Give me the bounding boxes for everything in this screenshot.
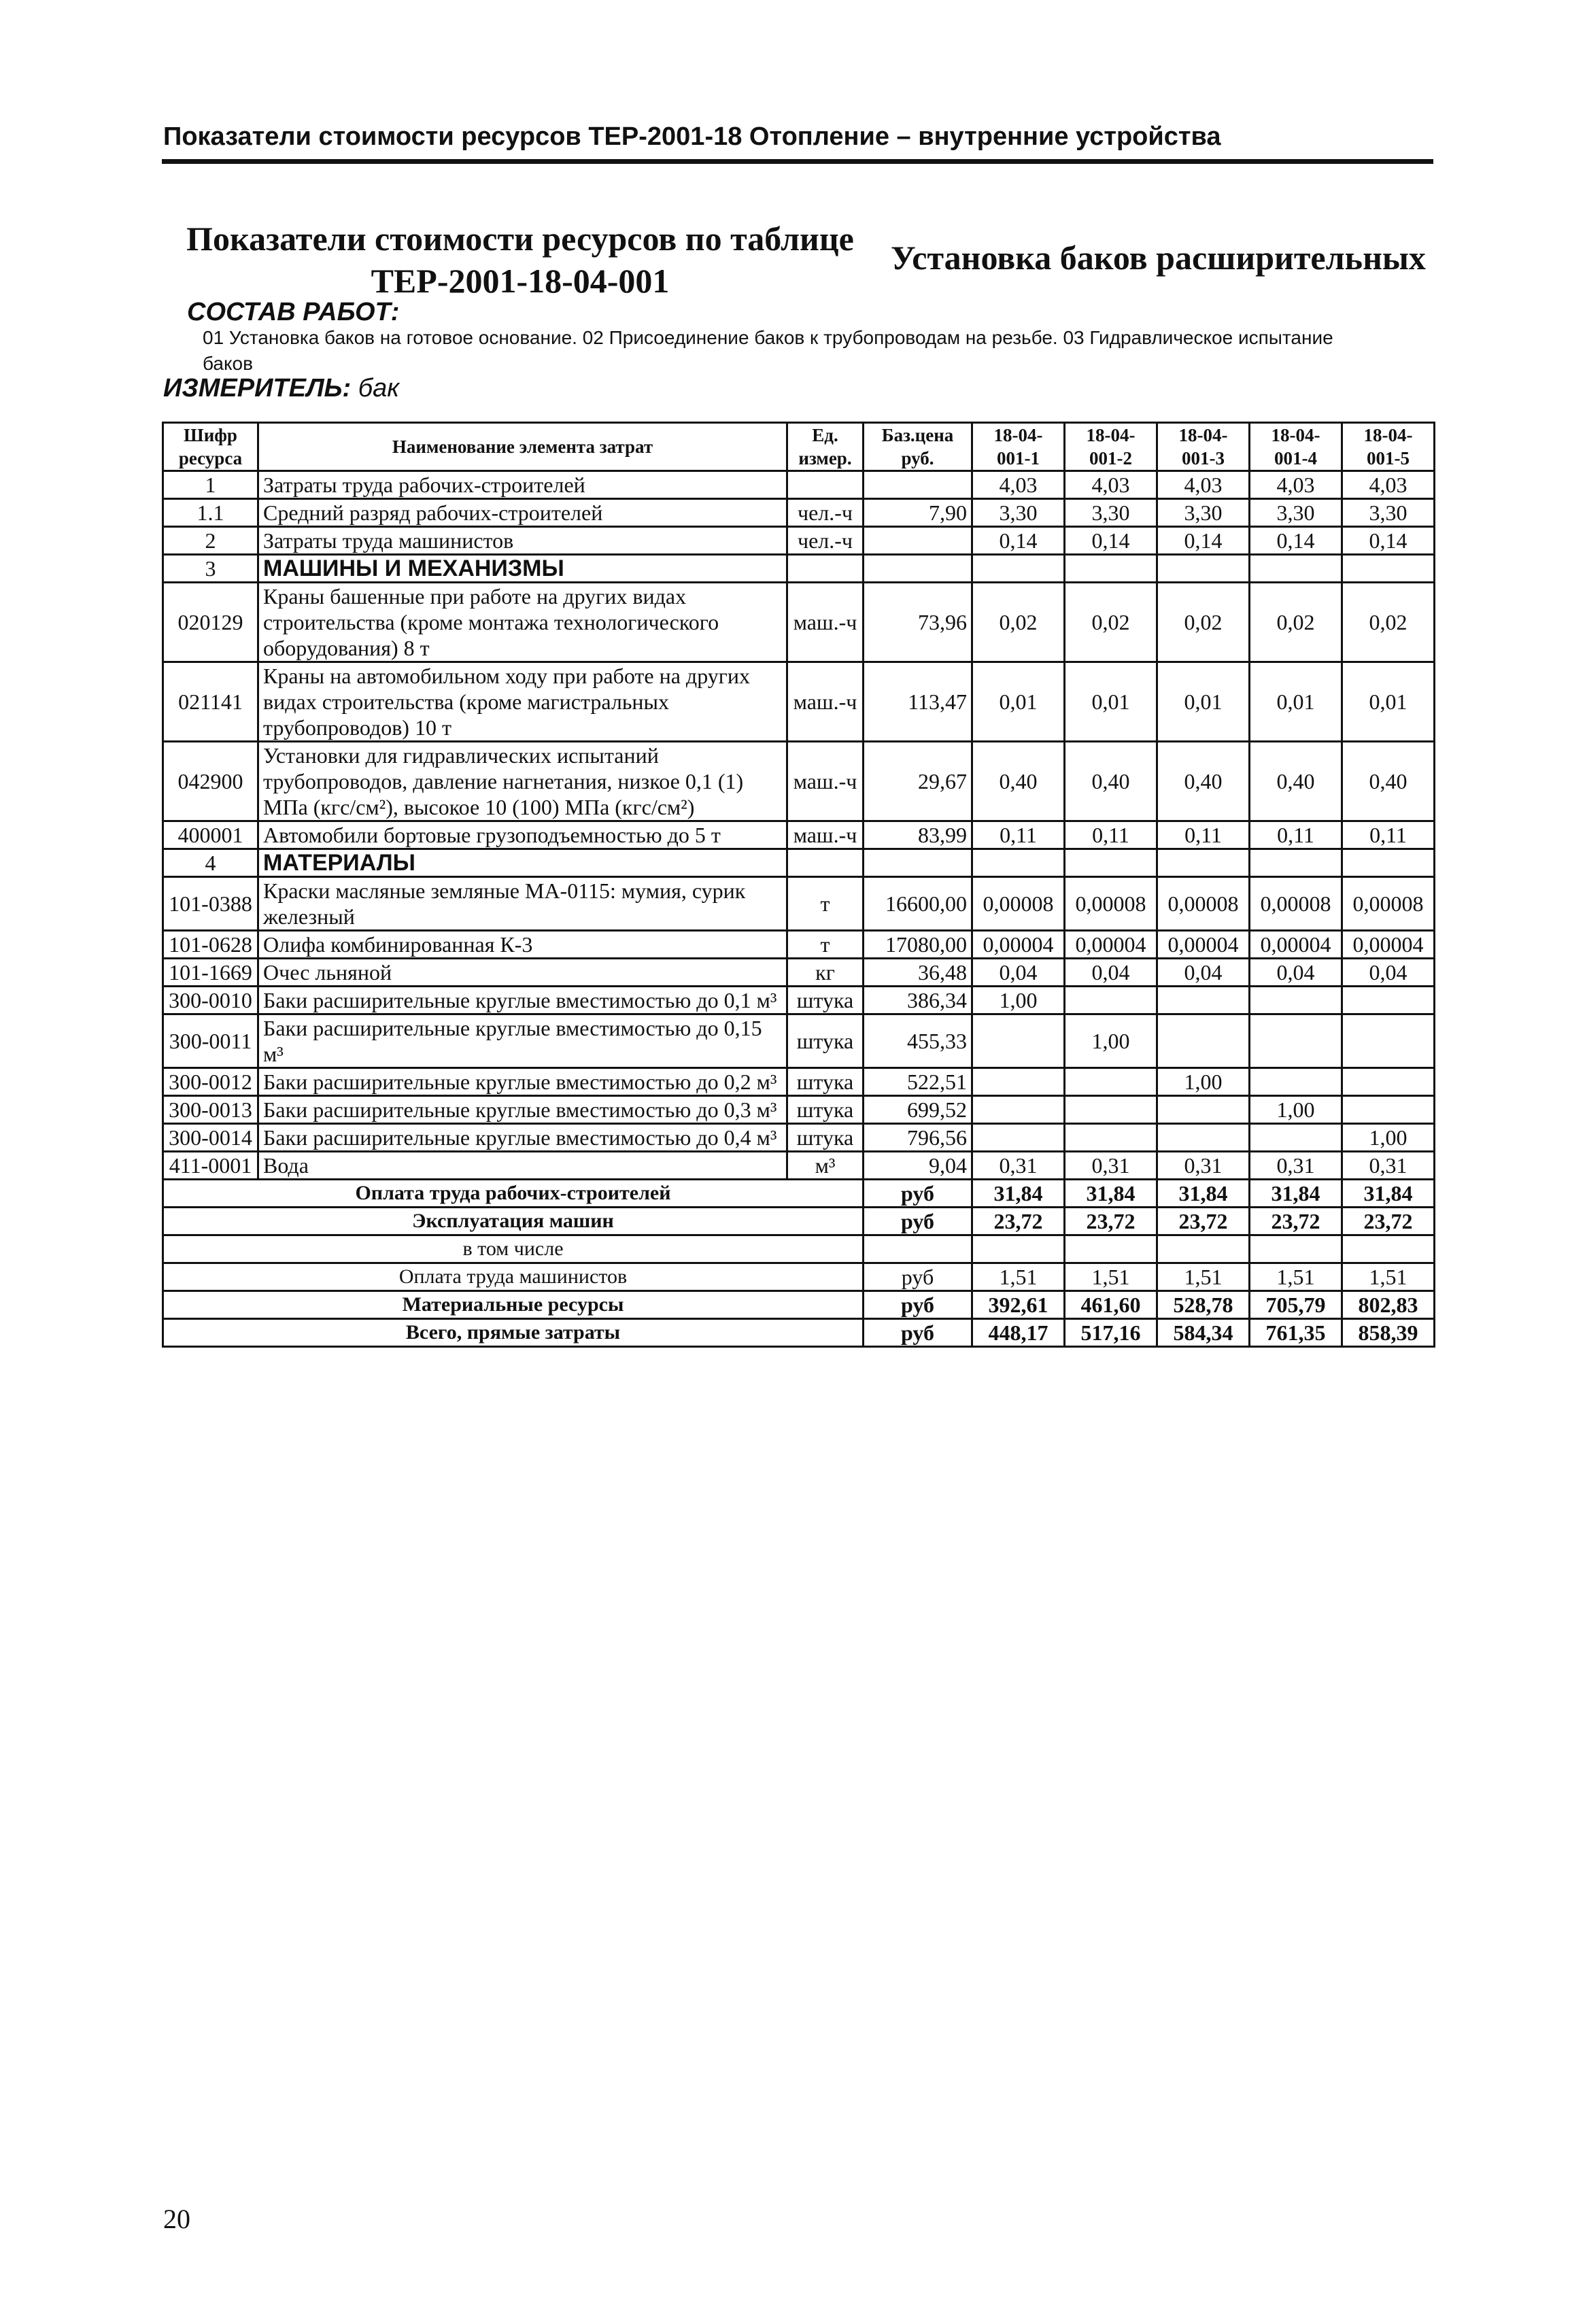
table-row	[163, 1014, 1435, 1068]
resource-code: 3	[163, 555, 258, 583]
value-col-4: 0,02	[1250, 583, 1342, 662]
element-name: Баки расширительные круглые вместимостью до 0,4 м³	[258, 1124, 787, 1152]
header-name: Наименование элемента затрат	[258, 423, 787, 471]
unit-cell: штука	[787, 1014, 864, 1068]
element-name: МАТЕРИАЛЫ	[258, 849, 787, 877]
value-col-5: 0,31	[1342, 1152, 1435, 1180]
value-col-3	[1157, 1096, 1250, 1124]
summary-unit: руб	[864, 1319, 972, 1347]
value-col-3	[1157, 555, 1250, 583]
value-col-5: 1,00	[1342, 1124, 1435, 1152]
summary-value-col-5: 31,84	[1342, 1180, 1435, 1208]
base-price: 17080,00	[864, 931, 972, 959]
element-name: Краски масляные земляные МА-0115: мумия, сурик железный	[258, 877, 787, 931]
value-col-1: 0,00008	[972, 877, 1065, 931]
summary-row	[163, 1291, 1435, 1319]
value-col-4: 0,04	[1250, 959, 1342, 987]
summary-unit: руб	[864, 1291, 972, 1319]
value-col-1	[972, 1014, 1065, 1068]
summary-value-col-5: 802,83	[1342, 1291, 1435, 1319]
value-col-1: 1,00	[972, 987, 1065, 1014]
base-price: 7,90	[864, 499, 972, 527]
element-name: Автомобили бортовые грузоподъемностью до 5 т	[258, 821, 787, 849]
value-col-5: 0,01	[1342, 662, 1435, 742]
value-col-2: 0,00004	[1065, 931, 1157, 959]
table-row	[163, 1096, 1435, 1124]
value-col-3	[1157, 849, 1250, 877]
value-col-2: 0,40	[1065, 742, 1157, 821]
value-col-2: 0,04	[1065, 959, 1157, 987]
value-col-1: 0,14	[972, 527, 1065, 555]
unit-cell: кг	[787, 959, 864, 987]
unit-cell	[787, 471, 864, 499]
summary-unit	[864, 1235, 972, 1263]
value-col-5	[1342, 555, 1435, 583]
value-col-5	[1342, 849, 1435, 877]
header-col-3: 18-04-001-3	[1157, 423, 1250, 471]
value-col-3	[1157, 987, 1250, 1014]
table-row	[163, 527, 1435, 555]
value-col-1	[972, 1068, 1065, 1096]
value-col-1: 0,01	[972, 662, 1065, 742]
table-row	[163, 471, 1435, 499]
value-col-5	[1342, 987, 1435, 1014]
value-col-4: 0,00004	[1250, 931, 1342, 959]
value-col-1: 0,00004	[972, 931, 1065, 959]
value-col-3: 3,30	[1157, 499, 1250, 527]
base-price: 29,67	[864, 742, 972, 821]
unit-cell: штука	[787, 1068, 864, 1096]
summary-value-col-4: 761,35	[1250, 1319, 1342, 1347]
base-price: 73,96	[864, 583, 972, 662]
unit-cell: штука	[787, 1096, 864, 1124]
table-row	[163, 499, 1435, 527]
value-col-5: 0,11	[1342, 821, 1435, 849]
element-name: Баки расширительные круглые вместимостью до 0,1 м³	[258, 987, 787, 1014]
value-col-5	[1342, 1014, 1435, 1068]
value-col-3: 0,14	[1157, 527, 1250, 555]
element-name: Вода	[258, 1152, 787, 1180]
unit-cell: т	[787, 877, 864, 931]
header-col-2: 18-04-001-2	[1065, 423, 1157, 471]
base-price: 113,47	[864, 662, 972, 742]
unit-cell: маш.-ч	[787, 742, 864, 821]
summary-value-col-2: 31,84	[1065, 1180, 1157, 1208]
element-name: Краны на автомобильном ходу при работе на других видах строительства (кроме магистральных трубопроводов) 10 т	[258, 662, 787, 742]
table-header-row	[163, 423, 1435, 471]
unit-cell: штука	[787, 987, 864, 1014]
summary-value-col-1: 31,84	[972, 1180, 1065, 1208]
value-col-1: 0,04	[972, 959, 1065, 987]
summary-value-col-2: 517,16	[1065, 1319, 1157, 1347]
value-col-2	[1065, 555, 1157, 583]
header-unit: Ед. измер.	[787, 423, 864, 471]
value-col-3	[1157, 1014, 1250, 1068]
table-row	[163, 821, 1435, 849]
summary-value-col-3: 584,34	[1157, 1319, 1250, 1347]
resource-code: 101-0388	[163, 877, 258, 931]
summary-value-col-4	[1250, 1235, 1342, 1263]
resource-code: 042900	[163, 742, 258, 821]
value-col-5: 3,30	[1342, 499, 1435, 527]
header-col-4: 18-04-001-4	[1250, 423, 1342, 471]
table-row	[163, 877, 1435, 931]
value-col-2: 0,01	[1065, 662, 1157, 742]
value-col-4	[1250, 1014, 1342, 1068]
composition-label: СОСТАВ РАБОТ:	[187, 298, 400, 326]
base-price: 16600,00	[864, 877, 972, 931]
value-col-3: 0,02	[1157, 583, 1250, 662]
page-number: 20	[163, 2204, 190, 2234]
value-col-4: 0,14	[1250, 527, 1342, 555]
summary-row	[163, 1208, 1435, 1235]
element-name: Средний разряд рабочих-строителей	[258, 499, 787, 527]
base-price: 455,33	[864, 1014, 972, 1068]
value-col-3: 0,40	[1157, 742, 1250, 821]
table-row	[163, 931, 1435, 959]
summary-value-col-5: 1,51	[1342, 1263, 1435, 1291]
base-price: 386,34	[864, 987, 972, 1014]
unit-cell	[787, 555, 864, 583]
table-row	[163, 849, 1435, 877]
unit-cell	[787, 849, 864, 877]
value-col-5: 0,02	[1342, 583, 1435, 662]
value-col-1	[972, 1124, 1065, 1152]
header-col-1: 18-04-001-1	[972, 423, 1065, 471]
summary-value-col-5	[1342, 1235, 1435, 1263]
value-col-1: 0,02	[972, 583, 1065, 662]
resource-code: 101-0628	[163, 931, 258, 959]
value-col-4: 0,00008	[1250, 877, 1342, 931]
element-name: Баки расширительные круглые вместимостью до 0,3 м³	[258, 1096, 787, 1124]
base-price: 9,04	[864, 1152, 972, 1180]
element-name: МАШИНЫ И МЕХАНИЗМЫ	[258, 555, 787, 583]
unit-cell: чел.-ч	[787, 527, 864, 555]
value-col-3: 4,03	[1157, 471, 1250, 499]
unit-cell: штука	[787, 1124, 864, 1152]
unit-cell: маш.-ч	[787, 662, 864, 742]
table-row	[163, 959, 1435, 987]
value-col-1: 0,11	[972, 821, 1065, 849]
value-col-4: 4,03	[1250, 471, 1342, 499]
value-col-4	[1250, 987, 1342, 1014]
resource-code: 300-0011	[163, 1014, 258, 1068]
summary-value-col-4: 23,72	[1250, 1208, 1342, 1235]
base-price: 522,51	[864, 1068, 972, 1096]
value-col-3: 0,00004	[1157, 931, 1250, 959]
base-price	[864, 527, 972, 555]
base-price	[864, 471, 972, 499]
table-row	[163, 555, 1435, 583]
element-name: Затраты труда машинистов	[258, 527, 787, 555]
measure-label: ИЗМЕРИТЕЛЬ:	[163, 374, 352, 403]
element-name: Очес льняной	[258, 959, 787, 987]
summary-row	[163, 1235, 1435, 1263]
summary-unit: руб	[864, 1263, 972, 1291]
value-col-2	[1065, 1124, 1157, 1152]
element-name: Баки расширительные круглые вместимостью до 0,2 м³	[258, 1068, 787, 1096]
table-row	[163, 1152, 1435, 1180]
resource-code: 411-0001	[163, 1152, 258, 1180]
value-col-2: 0,14	[1065, 527, 1157, 555]
value-col-3: 0,31	[1157, 1152, 1250, 1180]
value-col-2: 4,03	[1065, 471, 1157, 499]
value-col-4: 0,31	[1250, 1152, 1342, 1180]
value-col-1	[972, 849, 1065, 877]
value-col-4	[1250, 1124, 1342, 1152]
resource-code: 020129	[163, 583, 258, 662]
value-col-2: 0,31	[1065, 1152, 1157, 1180]
value-col-4: 3,30	[1250, 499, 1342, 527]
value-col-3: 0,01	[1157, 662, 1250, 742]
base-price	[864, 849, 972, 877]
resource-code: 300-0010	[163, 987, 258, 1014]
value-col-5	[1342, 1096, 1435, 1124]
value-col-4: 1,00	[1250, 1096, 1342, 1124]
base-price: 83,99	[864, 821, 972, 849]
table-row	[163, 742, 1435, 821]
value-col-1	[972, 555, 1065, 583]
summary-row	[163, 1319, 1435, 1347]
value-col-4: 0,11	[1250, 821, 1342, 849]
summary-value-col-3: 528,78	[1157, 1291, 1250, 1319]
summary-value-col-2	[1065, 1235, 1157, 1263]
value-col-2	[1065, 1068, 1157, 1096]
header-col-5: 18-04-001-5	[1342, 423, 1435, 471]
value-col-1: 3,30	[972, 499, 1065, 527]
value-col-5: 0,40	[1342, 742, 1435, 821]
resource-code: 300-0013	[163, 1096, 258, 1124]
table-body	[163, 471, 1435, 1347]
value-col-3: 0,00008	[1157, 877, 1250, 931]
value-col-5: 0,00004	[1342, 931, 1435, 959]
resource-code: 2	[163, 527, 258, 555]
resource-code: 300-0012	[163, 1068, 258, 1096]
element-name: Установки для гидравлических испытаний трубопроводов, давление нагнетания, низкое 0,1 (1) МПа (кгс/см²), высокое 10 (100) МПа (кгс/см²)	[258, 742, 787, 821]
value-col-4: 0,40	[1250, 742, 1342, 821]
summary-value-col-1	[972, 1235, 1065, 1263]
summary-value-col-3	[1157, 1235, 1250, 1263]
resource-code: 300-0014	[163, 1124, 258, 1152]
value-col-1: 0,40	[972, 742, 1065, 821]
resource-cost-table	[162, 422, 1435, 1348]
unit-cell: чел.-ч	[787, 499, 864, 527]
running-header: Показатели стоимости ресурсов ТЕР-2001-18 Отопление – внутренние устройства	[163, 122, 1221, 151]
value-col-4	[1250, 555, 1342, 583]
summary-name: Оплата труда рабочих-строителей	[163, 1180, 864, 1208]
summary-value-col-5: 23,72	[1342, 1208, 1435, 1235]
element-name: Краны башенные при работе на других видах строительства (кроме монтажа технологического оборудования) 8 т	[258, 583, 787, 662]
summary-value-col-4: 705,79	[1250, 1291, 1342, 1319]
base-price: 796,56	[864, 1124, 972, 1152]
value-col-4	[1250, 849, 1342, 877]
value-col-2: 0,00008	[1065, 877, 1157, 931]
summary-value-col-4: 31,84	[1250, 1180, 1342, 1208]
table-row	[163, 1068, 1435, 1096]
summary-row	[163, 1180, 1435, 1208]
summary-value-col-3: 1,51	[1157, 1263, 1250, 1291]
unit-cell: маш.-ч	[787, 583, 864, 662]
summary-value-col-3: 23,72	[1157, 1208, 1250, 1235]
summary-value-col-2: 1,51	[1065, 1263, 1157, 1291]
value-col-2	[1065, 849, 1157, 877]
base-price: 36,48	[864, 959, 972, 987]
unit-cell: маш.-ч	[787, 821, 864, 849]
resource-code: 021141	[163, 662, 258, 742]
value-col-2	[1065, 987, 1157, 1014]
summary-value-col-1: 23,72	[972, 1208, 1065, 1235]
header-rule	[162, 159, 1433, 164]
summary-value-col-3: 31,84	[1157, 1180, 1250, 1208]
value-col-2	[1065, 1096, 1157, 1124]
element-name: Затраты труда рабочих-строителей	[258, 471, 787, 499]
summary-name: Эксплуатация машин	[163, 1208, 864, 1235]
value-col-5: 4,03	[1342, 471, 1435, 499]
summary-value-col-1: 392,61	[972, 1291, 1065, 1319]
header-code: Шифр ресурса	[163, 423, 258, 471]
measure-line	[163, 374, 399, 403]
value-col-5: 0,00008	[1342, 877, 1435, 931]
summary-value-col-5: 858,39	[1342, 1319, 1435, 1347]
summary-name: Материальные ресурсы	[163, 1291, 864, 1319]
summary-unit: руб	[864, 1208, 972, 1235]
value-col-3	[1157, 1124, 1250, 1152]
summary-name: Всего, прямые затраты	[163, 1319, 864, 1347]
value-col-2: 1,00	[1065, 1014, 1157, 1068]
base-price	[864, 555, 972, 583]
value-col-2: 3,30	[1065, 499, 1157, 527]
document-title: Показатели стоимости ресурсов по таблице ТЕР-2001-18-04-001	[186, 220, 854, 300]
value-col-3: 0,04	[1157, 959, 1250, 987]
summary-value-col-1: 1,51	[972, 1263, 1065, 1291]
element-name: Олифа комбинированная К-3	[258, 931, 787, 959]
summary-name: Оплата труда машинистов	[163, 1263, 864, 1291]
work-title: Установка баков расширительных	[891, 239, 1426, 277]
value-col-2: 0,02	[1065, 583, 1157, 662]
resource-code: 400001	[163, 821, 258, 849]
measure-value: бак	[358, 374, 400, 403]
value-col-3: 1,00	[1157, 1068, 1250, 1096]
table-row	[163, 987, 1435, 1014]
table-row	[163, 583, 1435, 662]
resource-code: 4	[163, 849, 258, 877]
summary-value-col-4: 1,51	[1250, 1263, 1342, 1291]
value-col-5	[1342, 1068, 1435, 1096]
value-col-4	[1250, 1068, 1342, 1096]
summary-value-col-2: 461,60	[1065, 1291, 1157, 1319]
value-col-1	[972, 1096, 1065, 1124]
value-col-1: 4,03	[972, 471, 1065, 499]
summary-name: в том числе	[163, 1235, 864, 1263]
value-col-4: 0,01	[1250, 662, 1342, 742]
value-col-5: 0,14	[1342, 527, 1435, 555]
table-row	[163, 662, 1435, 742]
composition-text: 01 Установка баков на готовое основание. 02 Присоединение баков к трубопроводам на резьбе. 03 Гидравлическое испытание баков	[203, 327, 1333, 374]
resource-code: 1	[163, 471, 258, 499]
summary-row	[163, 1263, 1435, 1291]
header-price: Баз.цена руб.	[864, 423, 972, 471]
resource-code: 1.1	[163, 499, 258, 527]
summary-unit: руб	[864, 1180, 972, 1208]
element-name: Баки расширительные круглые вместимостью до 0,15 м³	[258, 1014, 787, 1068]
value-col-2: 0,11	[1065, 821, 1157, 849]
base-price: 699,52	[864, 1096, 972, 1124]
value-col-5: 0,04	[1342, 959, 1435, 987]
value-col-3: 0,11	[1157, 821, 1250, 849]
table-row	[163, 1124, 1435, 1152]
resource-code: 101-1669	[163, 959, 258, 987]
unit-cell: м³	[787, 1152, 864, 1180]
value-col-1: 0,31	[972, 1152, 1065, 1180]
summary-value-col-1: 448,17	[972, 1319, 1065, 1347]
summary-value-col-2: 23,72	[1065, 1208, 1157, 1235]
unit-cell: т	[787, 931, 864, 959]
